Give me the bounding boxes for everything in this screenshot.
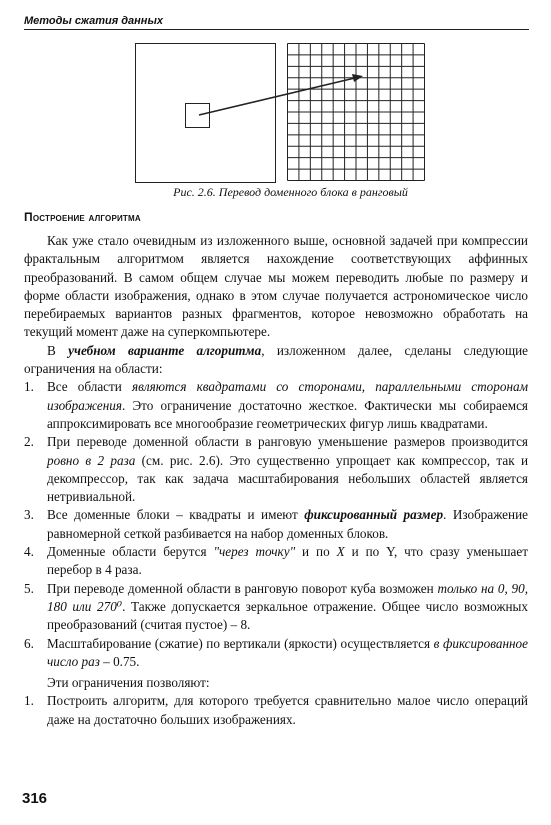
page-number: 316: [22, 790, 48, 807]
restrictions-list: [24, 378, 528, 671]
variant-lead: В: [47, 342, 69, 358]
item-text-rest: . Также допускается зеркальное отражение. Общее число возможных преобразований (считая пустое) – 8.: [47, 598, 528, 633]
item-text: При переводе доменной области в ранговую поворот куба возможен: [47, 580, 438, 596]
item-number: 3.: [24, 507, 34, 523]
list-item: [24, 433, 528, 506]
item-number: 5.: [24, 580, 34, 596]
range-grid: [288, 44, 425, 181]
list-item: [24, 543, 528, 580]
item-text: Все области: [47, 379, 132, 395]
item-text: Доменные области берутся: [47, 544, 214, 560]
allows-list: [24, 692, 528, 729]
variant-rest: , изложенном далее, сделаны следующие ограничения на области:: [24, 342, 529, 377]
figure-domain-to-range: [135, 43, 425, 183]
section-title: Построение алгоритма: [24, 210, 141, 224]
item-text: Построить алгоритм, для которого требуется сравнительно малое число операций даже на достаточно больших изображениях.: [47, 693, 528, 727]
item-text-rest: . Изображение равномерной сеткой разбивается на набор доменных блоков.: [47, 507, 528, 541]
domain-block: [186, 104, 210, 128]
item-number: 1.: [24, 693, 34, 709]
figure-caption: Рис. 2.6. Перевод доменного блока в ранговый: [173, 185, 408, 199]
item-text: Все доменные блоки – квадраты и имеют: [47, 507, 305, 523]
list-item: [24, 635, 528, 672]
item-text: При переводе доменной области в ранговую уменьшение размеров производится: [47, 434, 528, 450]
list-item: [24, 506, 528, 543]
list-item: [24, 378, 528, 433]
item-text-rest: – 0.75.: [99, 653, 140, 669]
item-text: Масштабирование (сжатие) по вертикали (яркости) осуществляется: [47, 635, 434, 651]
item-number: 6.: [24, 635, 34, 651]
list-item: [24, 692, 528, 729]
item-emphasis: фиксированный размер: [304, 507, 444, 523]
item-emphasis: только на 0, 90, 180 или 270⁰: [47, 580, 528, 614]
item-emphasis: "через точку": [213, 544, 296, 560]
item-emphasis: являются квадратами со сторонами, параллельными сторонам изображения: [47, 379, 528, 413]
allows-paragraph: Эти ограничения позволяют:: [47, 675, 210, 691]
variant-paragraph: [24, 342, 528, 379]
list-item: [24, 580, 528, 635]
intro-paragraph: Как уже стало очевидным из изложенного выше, основной задачей при компрессии фрактальным алгоритмом является нахождение соответствующих аффинных преобразований. В самом общем случае мы можем переводить любые по размеру и форме области изображения, однако в этом случае получается астрономическое число перебираемых вариантов разных фрагментов, которое невозможно обработать на текущий момент даже на суперкомпьютере.: [24, 233, 528, 340]
item-text-rest: . Это ограничение достаточно жесткое. Фактически мы собираемся аппроксимировать все многообразие геометрических фигур лишь квадратами.: [47, 397, 528, 431]
transfer-arrow-line: [199, 77, 359, 115]
item-number: 1.: [24, 379, 34, 395]
item-text-rest: (см. рис. 2.6). Это существенно упрощает как компрессор, так и декомпрессор, так как задача масштабирования небольших областей является нетривиальной.: [47, 452, 528, 505]
variant-emphasis: учебном варианте алгоритма: [68, 342, 262, 358]
item-emphasis: в фиксированное число раз: [47, 635, 528, 669]
body-text: [24, 232, 528, 729]
item-text-mid: и по: [295, 544, 337, 560]
item-number: 4.: [24, 544, 34, 560]
item-emphasis: ровно в 2 раза: [47, 452, 136, 468]
item-text-rest: и по Y, что сразу уменьшает перебор в 4 раза.: [47, 544, 528, 578]
item-number: 2.: [24, 434, 34, 450]
item-emphasis-2: X: [336, 544, 345, 560]
running-header: Методы сжатия данных: [24, 15, 529, 30]
